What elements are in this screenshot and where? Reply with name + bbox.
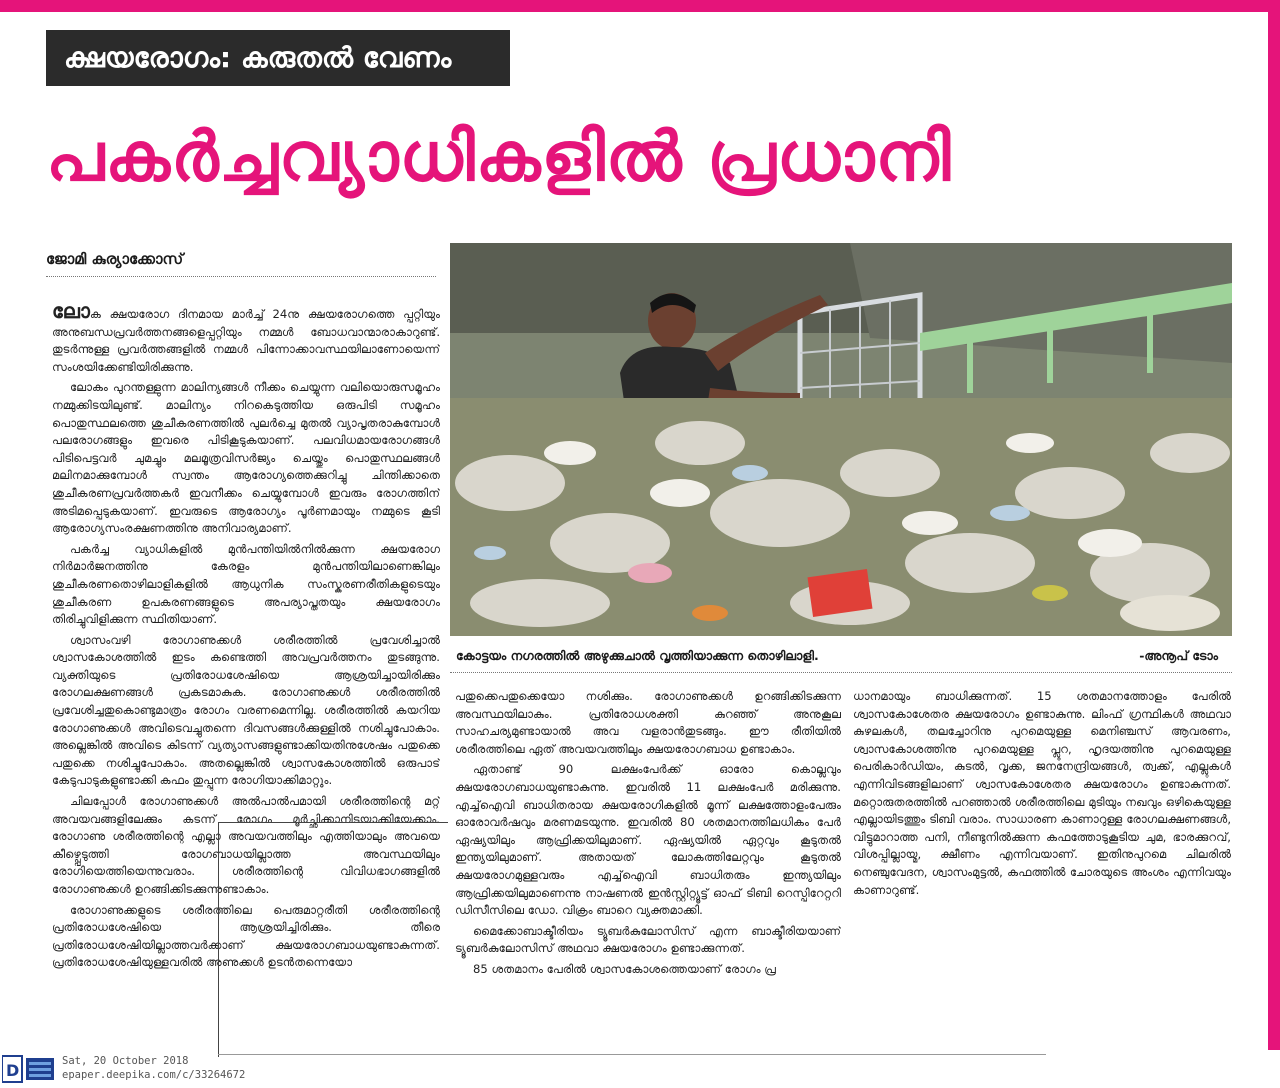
kicker-label: ക്ഷയരോഗം: കരുതൽ വേണം [46, 30, 510, 86]
crop-mark-bottom [218, 1054, 1046, 1055]
article-column-1 [52, 303, 440, 1045]
footer-date: Sat, 20 October 2018 [62, 1055, 189, 1067]
paragraph: മൈക്കോബാക്ടീരിയം ട്യൂബർകുലോസിസ് എന്ന ബാക്ടീരിയയാണ് ട്യൂബർകുലോസിസ് അഥവാ ക്ഷയരോഗം ഉണ്ടാക്കുന്നത്. [455, 923, 841, 956]
article-column-2 [455, 688, 841, 1034]
right-magenta-rule [1268, 0, 1280, 1050]
article-column-3 [853, 688, 1231, 1034]
paragraph: ധാനമായും ബാധിക്കുന്നത്. 15 ശതമാനത്തോളം പേരിൽ ശ്വാസകോശേതര ക്ഷയരോഗം ഉണ്ടാകുന്നു. ലിംഫ് ഗ്രന്ഥികൾ അഥവാ കുഴലകൾ, തലച്ചോറിനു പുറമെയുള്ള മെനിഞ്ചസ് ആവരണം, ശ്വാസകോശത്തിനു പുറമെയുള്ള പ്ലൂറ, ഹൃദയത്തിനു പുറമെയുള്ള പെരികാർഡിയം, കുടൽ, വൃക്ക, ജനനേന്ദ്രിയങ്ങൾ, ത്വക്ക്, എല്ലുകൾ എന്നിവിടങ്ങളിലാണ് ശ്വാസകോശേതര ക്ഷയരോഗം ഉണ്ടാകുന്നത്. മറ്റൊരുതരത്തിൽ പറഞ്ഞാൽ ശരീരത്തിലെ മുടിയും നഖവും ഒഴികെയുള്ള എല്ലായിടത്തും ടിബി വരാം. സാധാരണ കാണാറുള്ള രോഗലക്ഷണങ്ങൾ, വിട്ടുമാറാത്ത പനി, നീണ്ടുനിൽക്കുന്ന കഫത്തോടുകൂടിയ ചുമ, ഭാരക്കുറവ്, വിശപ്പില്ലായ്മ, ക്ഷീണം എന്നിവയാണ്. ഇതിനുപുറമെ ചിലരിൽ നെഞ്ചുവേദന, ശ്വാസംമുട്ടൽ, കഫത്തിൽ ചോരയുടെ അംശം എന്നിവയും കാണാറുണ്ട്. [853, 689, 1231, 897]
paragraph: പകർച്ച വ്യാധികളിൽ മുൻപന്തിയിൽനിൽക്കുന്ന ക്ഷയരോഗ നിർമാർജനത്തിനു കേരളം മുൻപന്തിയിലാണെങ്കിലും ശുചീകരണതൊഴിലാളികളിൽ ആധുനിക സംസ്കരണരീതികളുടെയും ശുചീകരണ ഉപകരണങ്ങളുടെ അപര്യാപ്തതയും ക്ഷയരോഗം തിരിച്ചുവിളിക്കുന്ന സ്ഥിതിയാണ്. [52, 541, 440, 627]
paragraph: ലോകം പുറന്തള്ളുന്ന മാലിന്യങ്ങൾ നീക്കം ചെയ്യുന്ന വലിയൊരുസമൂഹം നമ്മുക്കിടയിലുണ്ട്. മാലിന്യം നിറകെടുത്തിയ ഒരുപിടി സമൂഹം പൊതുസ്ഥലത്തെ ശുചീകരണത്തിൽ പുലർച്ചെ മുതൽ വ്യാപൃതരാകുമ്പോൾ പലരോഗങ്ങളും ഇവരെ പിടികൂടുകയാണ്. പലവിധമായരോഗങ്ങൾ പിടിപെട്ടവർ ചുമച്ചും മലമൂത്രവിസർജ്യം ചെയ്തും പൊതുസ്ഥലങ്ങൾ മലിനമാക്കുമ്പോൾ സ്വന്തം ആരോഗ്യത്തെക്കുറിച്ചു ചിന്തിക്കാതെ ശുചീകരണപ്രവർത്തകർ ഇവനീക്കം ചെയ്യുമ്പോൾ ഇവരും രോഗത്തിന് അടിമപ്പെടുകയാണ്. ഇവരുടെ ആരോഗ്യം പൂർണമായും നമ്മുടെ കൂടി ആരോഗ്യസംരക്ഷണത്തിനു അനിവാര്യമാണ്. [52, 380, 440, 536]
caption-divider [450, 672, 1232, 673]
drain-worker-photo [450, 243, 1232, 636]
footer-meta [62, 1054, 245, 1082]
crop-mark-horizontal [218, 822, 448, 823]
paragraph: രോഗാണുക്കളുടെ ശരീരത്തിലെ പെരുമാറ്റരീതി ശരീരത്തിന്റെ പ്രതിരോധശേഷിയെ ആശ്രയിച്ചിരിക്കും. തീരെ പ്രതിരോധശേഷിയില്ലാത്തവർക്കാണ് ക്ഷയരോഗബാധയുണ്ടാകുന്നത്. പ്രതിരോധശേഷിയുള്ളവരിൽ അണുക്കൾ ഉടൻതന്നെയോ [52, 902, 440, 970]
svg-text:D: D [6, 1061, 20, 1080]
top-magenta-rule [0, 0, 1280, 12]
photo-credit: -അനൂപ് ടോം [1139, 648, 1218, 663]
paragraph: ശ്വാസംവഴി രോഗാണുക്കൾ ശരീരത്തിൽ പ്രവേശിച്ചാൽ ശ്വാസകോശത്തിൽ ഇടം കണ്ടെത്തി അവപ്രവർത്തനം തുടങ്ങുന്നു. വ്യക്തിയുടെ പ്രതിരോധശേഷിയെ ആശ്രയിച്ചായിരിക്കും രോഗലക്ഷണങ്ങൾ പ്രകടമാകുക. രോഗാണുക്കൾ ശരീരത്തിൽ പ്രവേശിച്ചതുകൊണ്ടുമാത്രം രോഗം വരണമെന്നില്ല. ശരീരത്തിൽ കയറിയ രോഗാണുക്കൾ അവിടെവച്ചുതന്നെ ദിവസങ്ങൾക്കുള്ളിൽ നശിച്ചുപോകാം. അല്ലെങ്കിൽ അവിടെ കിടന്ന് വ്യത്യാസങ്ങളുണ്ടാക്കിയതിനുശേഷം പതുക്കെ പതുക്കെ നശിച്ചുപോകാം. അതല്ലെങ്കിൽ ശ്വാസകോശത്തിൽ ഒരുപാട് കേടുപാടുകളുണ്ടാക്കി കഫം തുപ്പുന്ന രോഗിയാക്കിമാറ്റും. [52, 632, 440, 788]
paragraph: 85 ശതമാനം പേരിൽ ശ്വാസകോശത്തെയാണ് രോഗം പ്ര [473, 961, 776, 976]
photo-caption [450, 642, 1232, 670]
footer-url[interactable]: epaper.deepika.com/c/33264672 [62, 1069, 246, 1081]
crop-mark-vertical [218, 822, 219, 1057]
caption-text: കോട്ടയം നഗരത്തിൽ അഴുക്കുചാൽ വൃത്തിയാക്കുന്ന തൊഴിലാളി. [456, 648, 819, 663]
paragraph: ലോക ക്ഷയരോഗ ദിനമായ മാർച്ച് 24നു ക്ഷയരോഗത്തെ പ്പറ്റിയും അനുബന്ധപ്രവർത്തനങ്ങളെപ്പറ്റിയും നമ്മൾ ബോധവാന്മാരാകാറുണ്ട്. തുടർന്നുള്ള പ്രവർത്തങ്ങളിൽ നമ്മൾ പിന്നോക്കാവസ്ഥയിലാണോയെന്ന് സംശയിക്കേണ്ടിയിരിക്കുന്നു. [52, 303, 440, 376]
dropcap: ലോ [52, 303, 90, 323]
paragraph: ഏതാണ്ട് 90 ലക്ഷംപേർക്ക് ഓരോ കൊല്ലവും ക്ഷയരോഗബാധയുണ്ടാകുന്നു. ഇവരിൽ 11 ലക്ഷംപേർ മരിക്കുന്നു. എച്ച്ഐവി ബാധിതരായ ക്ഷയരോഗികളിൽ മൂന്ന് ലക്ഷത്തോളംപേരും ഓരോവർഷവും മരണമടയുന്നു. ഇവരിൽ 80 ശതമാനത്തിലധികം പേർ ഏഷ്യയിലും ആഫ്രിക്കയിലുമാണ്. ഏഷ്യയിൽ ഏറ്റവും കൂടുതൽ ഇന്ത്യയിലുമാണ്. അതായത് ലോകത്തിലേറ്റവും കൂടുതൽ ക്ഷയരോഗമുള്ളവരും എച്ച്ഐവി ബാധിതരും ഇന്ത്യയിലും ആഫ്രിക്കയിലുമാണെന്നു നാഷണൽ ഇൻസ്റ്റിറ്റ്യൂട്ട് ഓഫ് ടിബി റെസ്പിറേറ്ററി ഡിസീസിലെ ഡോ. വിക്രം ബാറെ വ്യക്തമാക്കി. [455, 762, 841, 918]
byline-divider [46, 276, 436, 277]
paragraph: പതുക്കെപതുക്കെയോ നശിക്കും. രോഗാണുക്കൾ ഉറങ്ങിക്കിടക്കുന്ന അവസ്ഥയിലാകും. പ്രതിരോധശക്തി കുറഞ്ഞ് അനുകൂല സാഹചര്യമുണ്ടായാൽ അവ വളരാൻതുടങ്ങും. ഈ രീതിയിൽ ശരീരത്തിലെ ഏത് അവയവത്തിലും ക്ഷയരോഗബാധ ഉണ്ടാകാം. [455, 689, 841, 756]
headline: പകർച്ചവ്യാധികളിൽ പ്രധാനി [46, 118, 952, 197]
deepika-logo-icon [2, 1054, 56, 1084]
paragraph: ചിലപ്പോൾ രോഗാണുക്കൾ അൽപാൽപമായി ശരീരത്തിന്റെ മറ്റ് അവയവങ്ങളിലേക്കും കടന്ന് രോഗം മൂർച്ഛിക്കാനിടയാക്കിയേക്കാം. രോഗാണു ശരീരത്തിന്റെ എല്ലാ അവയവത്തിലും എത്തിയാലും അവയെ കീഴ്പ്പെടുത്തി രോഗബാധയില്ലാത്ത അവസ്ഥയിലും രോഗിയെത്തിയെന്നുവരാം. ശരീരത്തിന്റെ വിവിധഭാഗങ്ങളിൽ രോഗാണുക്കൾ ഉറങ്ങിക്കിടക്കുന്നുണ്ടാകാം. [52, 794, 440, 896]
byline: ജോമി കുര്യാക്കോസ് [46, 250, 184, 268]
